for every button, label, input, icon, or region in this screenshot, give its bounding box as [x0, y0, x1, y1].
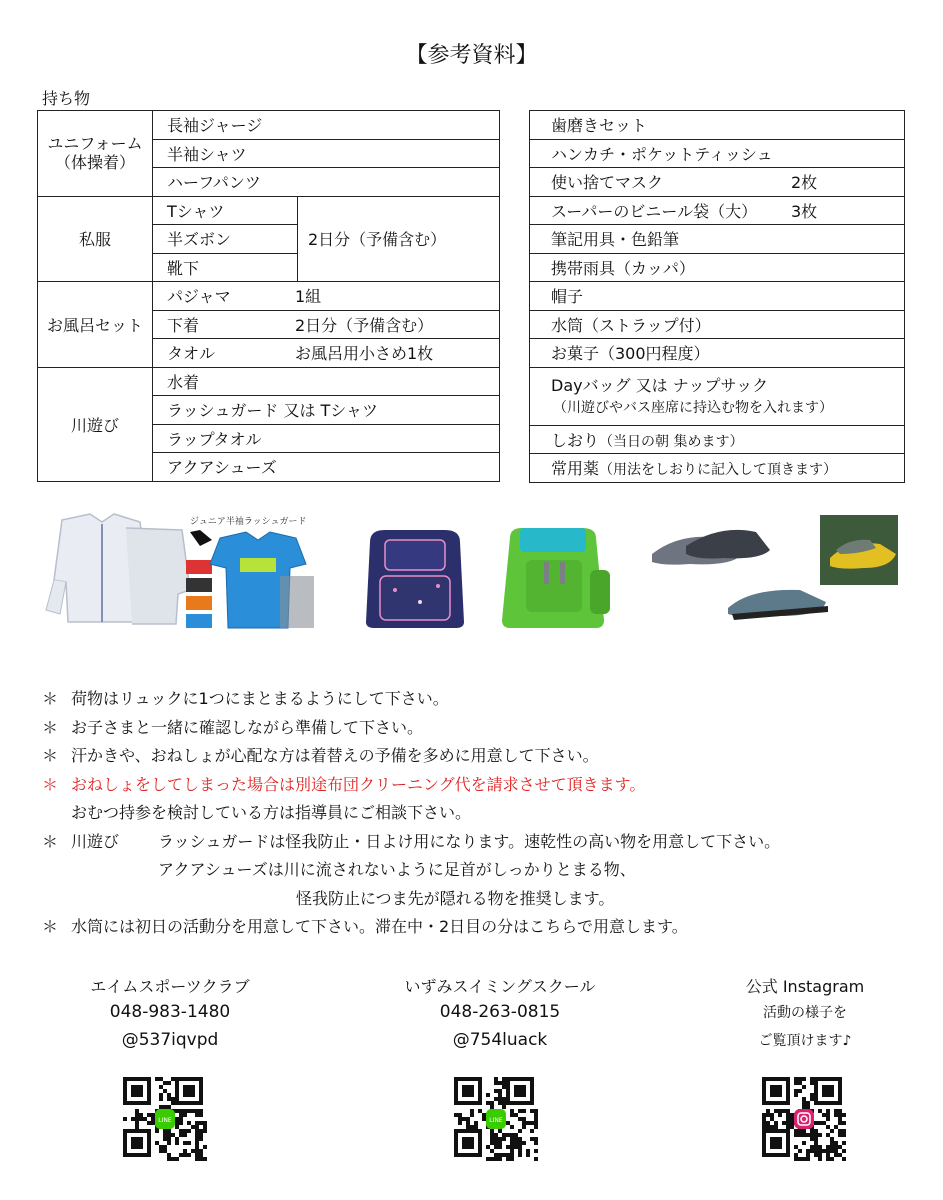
- note-row: [40, 799, 920, 828]
- bath-note: 2日分（予備含む）: [295, 315, 434, 335]
- category-river: 川遊び: [38, 367, 153, 481]
- item-name: お菓子（300円程度）: [551, 344, 710, 364]
- bath-note: お風呂用小さめ1枚: [295, 344, 434, 364]
- river-item: ラッシュガード 又は Tシャツ: [153, 396, 500, 425]
- casual-item: 半ズボン: [153, 225, 298, 254]
- bath-row: [153, 339, 500, 368]
- note-row: [40, 885, 920, 914]
- bullet: ＊: [42, 917, 59, 936]
- river-item: 水着: [153, 367, 500, 396]
- notes-section: [40, 685, 920, 942]
- rash-guard-caption: ジュニア半袖ラッシュガード: [190, 517, 307, 527]
- note-row: [40, 685, 920, 714]
- note-text: 怪我防止につま先が隠れる物を推奨します。: [296, 888, 615, 908]
- note-row: [40, 714, 920, 743]
- bullet: ＊: [42, 774, 59, 794]
- note-text: ラッシュガードは怪我防止・日よけ用になります。速乾性の高い物を用意して下さい。: [158, 831, 781, 851]
- right-items-table: [529, 110, 905, 483]
- category-uniform: [38, 111, 153, 197]
- right-item-row: [530, 111, 905, 140]
- category-casual: 私服: [38, 196, 153, 282]
- phone-number: 048-263-0815: [439, 1002, 561, 1022]
- bath-item: パジャマ: [167, 287, 231, 307]
- item-name: スーパーのビニール袋（大）: [551, 201, 758, 221]
- gear-photos: [40, 510, 910, 635]
- note-text: 水筒には初日の活動分を用意して下さい。滞在中・2日目の分はこちらで用意します。: [71, 917, 688, 936]
- bath-row: [153, 282, 500, 311]
- bath-note: 1組: [295, 287, 322, 307]
- medicine-label: 常用薬: [551, 459, 600, 479]
- bath-row: [153, 310, 500, 339]
- uniform-item: 半袖シャツ: [153, 139, 500, 168]
- day-bag-note: （川遊びやバス座席に持込む物を入れます）: [553, 400, 833, 416]
- note-row: [40, 828, 920, 857]
- line-id: @537iqvpd: [121, 1030, 219, 1050]
- bullet: ＊: [42, 689, 59, 708]
- line-qr-code-izumi[interactable]: [454, 1077, 538, 1161]
- instagram-label: 公式 Instagram: [745, 977, 865, 996]
- category-bath: お風呂セット: [38, 282, 153, 368]
- line-qr-code-aim[interactable]: [123, 1077, 207, 1161]
- right-item-row: [530, 196, 905, 225]
- shoes-photo: [652, 515, 898, 620]
- contact-aim: [60, 974, 280, 1058]
- day-bag-cell: [530, 367, 905, 425]
- contact-instagram: [715, 974, 895, 1058]
- right-item-row: [530, 139, 905, 168]
- jacket-photo: [46, 514, 190, 624]
- note-row: [40, 913, 920, 942]
- uniform-item: 長袖ジャージ: [153, 111, 500, 140]
- shiori-cell: [530, 425, 905, 454]
- navy-backpack-photo: [366, 530, 464, 628]
- uniform-item: ハーフパンツ: [153, 168, 500, 197]
- shiori-note: （当日の朝 集めます）: [599, 433, 744, 450]
- right-item-row: [530, 225, 905, 254]
- green-backpack-photo: [502, 528, 610, 628]
- item-name: ハンカチ・ポケットティッシュ: [551, 144, 773, 164]
- note-row: [40, 742, 920, 771]
- bullet: ＊: [42, 831, 59, 851]
- club-name: いずみスイミングスクール: [404, 977, 596, 996]
- left-items-table: [37, 110, 500, 482]
- right-item-row: [530, 282, 905, 311]
- item-name: 携帯雨具（カッパ）: [551, 258, 695, 278]
- item-quantity: 2枚: [791, 173, 818, 193]
- bullet: ＊: [42, 746, 59, 765]
- right-item-row: [530, 310, 905, 339]
- contact-izumi: [380, 974, 620, 1058]
- note-text-warning: おねしょをしてしまった場合は別途布団クリーニング代を請求させて頂きます。: [71, 774, 646, 794]
- river-item: ラップタオル: [153, 424, 500, 453]
- bath-item: タオル: [167, 344, 216, 364]
- svg-text:LINE: LINE: [489, 1117, 503, 1124]
- category-uniform-line: ユニフォーム: [47, 134, 143, 154]
- medicine-cell: [530, 454, 905, 483]
- item-quantity: 3枚: [791, 201, 818, 221]
- carry-items-label: 持ち物: [42, 89, 91, 108]
- item-name: 帽子: [551, 287, 584, 307]
- bath-item: 下着: [167, 315, 200, 335]
- note-row: [40, 856, 920, 885]
- note-label-river: 川遊び: [71, 831, 120, 851]
- item-name: 歯磨きセット: [551, 116, 648, 136]
- rash-guard-photo: [186, 530, 314, 628]
- club-name: エイムスポーツクラブ: [90, 977, 250, 996]
- page-title: 【参考資料】: [405, 43, 538, 68]
- casual-item: Tシャツ: [153, 196, 298, 225]
- item-name: 使い捨てマスク: [551, 173, 664, 193]
- note-text: 荷物はリュックに1つにまとまるようにして下さい。: [71, 689, 449, 708]
- right-item-row: [530, 168, 905, 197]
- right-item-row: [530, 253, 905, 282]
- day-bag-label: Dayバッグ 又は ナップサック: [551, 376, 769, 395]
- shiori-label: しおり: [551, 430, 600, 450]
- casual-item: 靴下: [153, 253, 298, 282]
- medicine-note: （用法をしおりに記入して頂きます）: [599, 462, 838, 479]
- svg-text:LINE: LINE: [158, 1117, 172, 1124]
- casual-note: 2日分（予備含む）: [298, 196, 500, 282]
- instagram-note: 活動の様子を: [763, 1005, 847, 1021]
- river-item: アクアシューズ: [153, 453, 500, 482]
- item-name: 水筒（ストラップ付）: [551, 315, 711, 335]
- phone-number: 048-983-1480: [109, 1002, 231, 1022]
- line-id: @754luack: [452, 1030, 548, 1050]
- instagram-qr-code[interactable]: [762, 1077, 846, 1161]
- category-uniform-label: [38, 134, 152, 172]
- note-row: [40, 771, 920, 800]
- instagram-note: ご覧頂けます♪: [758, 1033, 852, 1049]
- note-text: お子さまと一緒に確認しながら準備して下さい。: [71, 717, 424, 737]
- note-text: アクアシューズは川に流されないように足首がしっかりとまる物、: [158, 860, 636, 879]
- category-uniform-line: （体操着）: [54, 153, 135, 173]
- bullet: ＊: [42, 717, 59, 737]
- note-text: おむつ持参を検討している方は指導員にご相談下さい。: [71, 803, 472, 822]
- note-text: 汗かきや、おねしょが心配な方は着替えの予備を多めに用意して下さい。: [71, 746, 599, 765]
- item-name: 筆記用具・色鉛筆: [551, 230, 680, 250]
- right-item-row: [530, 339, 905, 368]
